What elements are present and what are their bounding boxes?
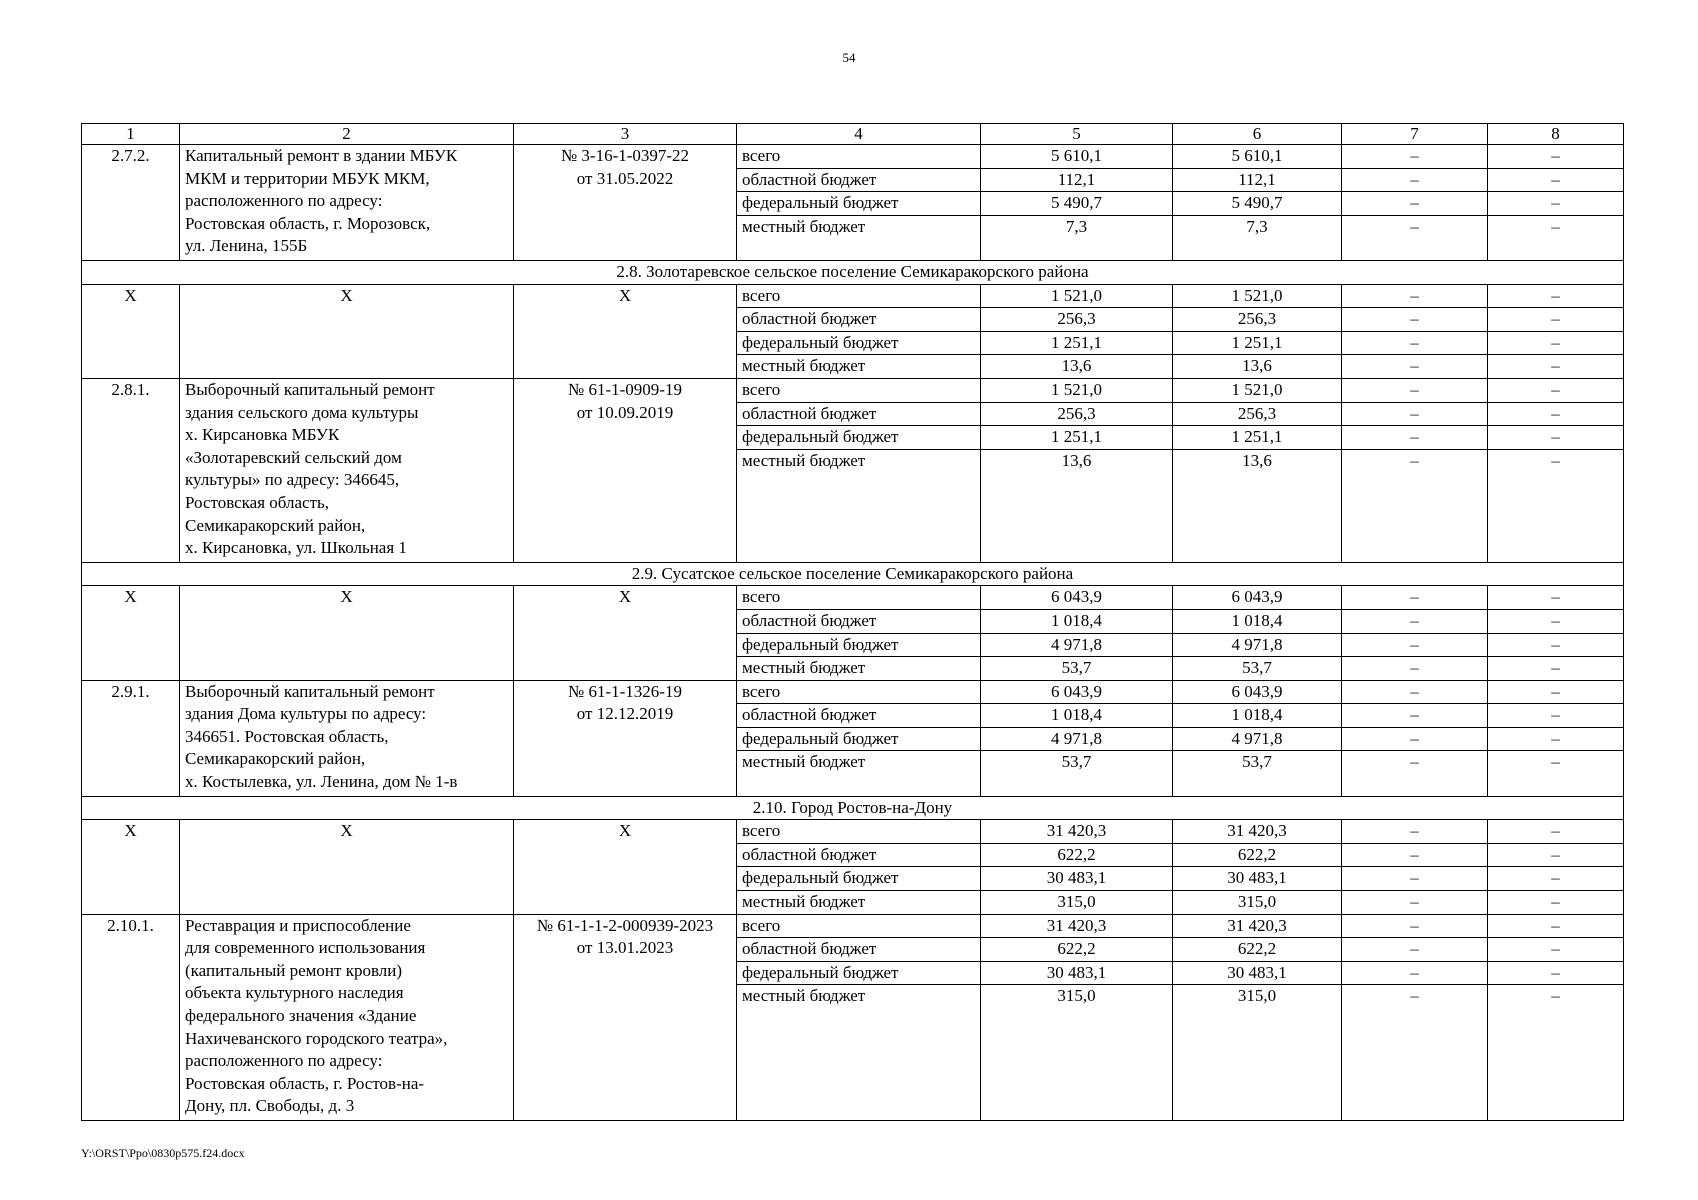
empty-dash: – <box>1488 355 1624 379</box>
section-row <box>82 796 1624 820</box>
empty-dash: – <box>1488 378 1624 402</box>
amount-col6: 5 490,7 <box>1173 192 1342 216</box>
empty-dash: – <box>1488 609 1624 633</box>
text-line: х. Кирсановка МБУК <box>185 425 340 445</box>
empty-dash: – <box>1488 751 1624 796</box>
text-line: х. Костылевка, ул. Ленина, дом № 1-в <box>185 772 458 792</box>
text-line: здания сельского дома культуры <box>185 402 419 422</box>
amount-col5: 1 018,4 <box>981 704 1173 728</box>
column-header: 4 <box>737 124 981 145</box>
column-header: 1 <box>82 124 180 145</box>
table-row <box>82 586 1624 610</box>
empty-dash: – <box>1342 145 1488 169</box>
funding-source-label: местный бюджет <box>737 355 981 379</box>
x-mark: X <box>82 586 180 680</box>
text-line: Капитальный ремонт в здании МБУК <box>185 146 458 165</box>
funding-source-label: всего <box>737 284 981 308</box>
funding-source-label: всего <box>737 680 981 704</box>
amount-col5: 5 490,7 <box>981 192 1173 216</box>
text-line: расположенного по адресу: <box>185 1051 383 1071</box>
section-title: 2.8. Золотаревское сельское поселение Семикаракорского района <box>82 260 1624 284</box>
amount-col6: 256,3 <box>1173 402 1342 426</box>
amount-col6: 4 971,8 <box>1173 727 1342 751</box>
amount-col6: 1 521,0 <box>1173 378 1342 402</box>
amount-col6: 5 610,1 <box>1173 145 1342 169</box>
document-number <box>514 680 737 796</box>
item-number: 2.7.2. <box>82 145 180 261</box>
empty-dash: – <box>1488 843 1624 867</box>
amount-col5: 6 043,9 <box>981 586 1173 610</box>
empty-dash: – <box>1488 891 1624 915</box>
text-line: 346651. Ростовская область, <box>185 726 389 746</box>
amount-col6: 1 018,4 <box>1173 609 1342 633</box>
text-line: Реставрация и приспособление <box>185 915 411 935</box>
amount-col5: 1 251,1 <box>981 426 1173 450</box>
amount-col6: 622,2 <box>1173 938 1342 962</box>
empty-dash: – <box>1342 751 1488 796</box>
funding-source-label: областной бюджет <box>737 704 981 728</box>
amount-col6: 7,3 <box>1173 215 1342 260</box>
text-line: х. Кирсановка, ул. Школьная 1 <box>185 538 407 558</box>
funding-source-label: областной бюджет <box>737 938 981 962</box>
empty-dash: – <box>1342 449 1488 562</box>
text-line: № 61-1-1326-19 <box>568 681 682 701</box>
amount-col6: 622,2 <box>1173 843 1342 867</box>
empty-dash: – <box>1488 192 1624 216</box>
section-row <box>82 562 1624 586</box>
amount-col5: 622,2 <box>981 938 1173 962</box>
document-number <box>514 914 737 1120</box>
amount-col5: 4 971,8 <box>981 727 1173 751</box>
amount-col5: 31 420,3 <box>981 820 1173 844</box>
amount-col6: 1 018,4 <box>1173 704 1342 728</box>
empty-dash: – <box>1488 867 1624 891</box>
x-mark: X <box>514 586 737 680</box>
x-mark: X <box>180 284 514 378</box>
text-line: Ростовская область, г. Ростов-на- <box>185 1073 425 1093</box>
column-header: 7 <box>1342 124 1488 145</box>
funding-source-label: местный бюджет <box>737 891 981 915</box>
text-line: от 13.01.2023 <box>576 938 674 958</box>
empty-dash: – <box>1342 331 1488 355</box>
section-row <box>82 260 1624 284</box>
empty-dash: – <box>1342 938 1488 962</box>
empty-dash: – <box>1342 633 1488 657</box>
empty-dash: – <box>1342 284 1488 308</box>
text-line: (капитальный ремонт кровли) <box>185 960 402 980</box>
funding-source-label: местный бюджет <box>737 657 981 681</box>
amount-col6: 6 043,9 <box>1173 586 1342 610</box>
empty-dash: – <box>1488 402 1624 426</box>
amount-col6: 1 251,1 <box>1173 331 1342 355</box>
text-line: Нахичеванского городского театра», <box>185 1028 448 1048</box>
funding-source-label: местный бюджет <box>737 215 981 260</box>
empty-dash: – <box>1488 586 1624 610</box>
funding-source-label: всего <box>737 145 981 169</box>
amount-col6: 53,7 <box>1173 751 1342 796</box>
funding-source-label: областной бюджет <box>737 609 981 633</box>
document-number <box>514 145 737 261</box>
amount-col6: 1 521,0 <box>1173 284 1342 308</box>
amount-col5: 5 610,1 <box>981 145 1173 169</box>
empty-dash: – <box>1342 867 1488 891</box>
text-line: Ростовская область, г. Морозовск, <box>185 213 431 233</box>
amount-col5: 13,6 <box>981 355 1173 379</box>
funding-source-label: всего <box>737 378 981 402</box>
funding-source-label: областной бюджет <box>737 843 981 867</box>
x-mark: X <box>514 820 737 914</box>
column-header: 5 <box>981 124 1173 145</box>
empty-dash: – <box>1488 657 1624 681</box>
amount-col5: 1 521,0 <box>981 284 1173 308</box>
section-title: 2.10. Город Ростов-на-Дону <box>82 796 1624 820</box>
amount-col5: 1 521,0 <box>981 378 1173 402</box>
empty-dash: – <box>1342 657 1488 681</box>
x-mark: X <box>180 820 514 914</box>
table-row <box>82 378 1624 402</box>
text-line: Ростовская область, <box>185 492 330 512</box>
text-line: № 3-16-1-0397-22 <box>560 146 690 165</box>
funding-source-label: всего <box>737 914 981 938</box>
funding-source-label: областной бюджет <box>737 168 981 192</box>
empty-dash: – <box>1488 168 1624 192</box>
text-line: от 31.05.2022 <box>576 168 674 188</box>
item-description <box>180 145 514 261</box>
funding-source-label: федеральный бюджет <box>737 727 981 751</box>
section-title: 2.9. Сусатское сельское поселение Семикаракорского района <box>82 562 1624 586</box>
empty-dash: – <box>1342 308 1488 332</box>
budget-table <box>81 123 1624 1121</box>
empty-dash: – <box>1488 215 1624 260</box>
amount-col5: 31 420,3 <box>981 914 1173 938</box>
amount-col5: 53,7 <box>981 751 1173 796</box>
amount-col5: 6 043,9 <box>981 680 1173 704</box>
empty-dash: – <box>1342 586 1488 610</box>
funding-source-label: областной бюджет <box>737 402 981 426</box>
empty-dash: – <box>1488 426 1624 450</box>
empty-dash: – <box>1342 704 1488 728</box>
x-mark: X <box>82 284 180 378</box>
amount-col6: 31 420,3 <box>1173 914 1342 938</box>
funding-source-label: федеральный бюджет <box>737 331 981 355</box>
column-header: 6 <box>1173 124 1342 145</box>
amount-col5: 7,3 <box>981 215 1173 260</box>
text-line: Семикаракорский район, <box>185 515 366 535</box>
empty-dash: – <box>1488 727 1624 751</box>
funding-source-label: местный бюджет <box>737 985 981 1121</box>
empty-dash: – <box>1488 145 1624 169</box>
amount-col6: 1 251,1 <box>1173 426 1342 450</box>
funding-source-label: федеральный бюджет <box>737 633 981 657</box>
funding-source-label: областной бюджет <box>737 308 981 332</box>
amount-col6: 112,1 <box>1173 168 1342 192</box>
amount-col5: 30 483,1 <box>981 867 1173 891</box>
empty-dash: – <box>1342 985 1488 1121</box>
empty-dash: – <box>1488 820 1624 844</box>
amount-col6: 315,0 <box>1173 891 1342 915</box>
amount-col6: 256,3 <box>1173 308 1342 332</box>
empty-dash: – <box>1488 284 1624 308</box>
text-line: МКМ и территории МБУК МКМ, <box>185 168 430 188</box>
item-description <box>180 680 514 796</box>
table-row <box>82 820 1624 844</box>
header-row <box>82 124 1624 145</box>
page-number: 54 <box>842 50 856 65</box>
amount-col5: 53,7 <box>981 657 1173 681</box>
text-line: ул. Ленина, 155Б <box>185 236 308 256</box>
empty-dash: – <box>1342 843 1488 867</box>
item-description <box>180 378 514 562</box>
empty-dash: – <box>1342 378 1488 402</box>
amount-col6: 4 971,8 <box>1173 633 1342 657</box>
column-header: 3 <box>514 124 737 145</box>
empty-dash: – <box>1342 609 1488 633</box>
empty-dash: – <box>1342 192 1488 216</box>
text-line: № 61-1-1-2-000939-2023 <box>536 915 714 935</box>
text-line: культуры» по адресу: 346645, <box>185 470 400 490</box>
amount-col5: 256,3 <box>981 402 1173 426</box>
funding-source-label: всего <box>737 586 981 610</box>
funding-source-label: местный бюджет <box>737 449 981 562</box>
amount-col6: 31 420,3 <box>1173 820 1342 844</box>
item-number: 2.9.1. <box>82 680 180 796</box>
amount-col5: 315,0 <box>981 985 1173 1121</box>
table-row <box>82 284 1624 308</box>
x-mark: X <box>180 586 514 680</box>
table-row <box>82 145 1624 169</box>
amount-col6: 315,0 <box>1173 985 1342 1121</box>
empty-dash: – <box>1342 727 1488 751</box>
text-line: Выборочный капитальный ремонт <box>185 681 435 701</box>
text-line: № 61-1-0909-19 <box>568 379 682 399</box>
amount-col5: 315,0 <box>981 891 1173 915</box>
text-line: «Золотаревский сельский дом <box>185 447 402 467</box>
amount-col6: 30 483,1 <box>1173 867 1342 891</box>
empty-dash: – <box>1342 820 1488 844</box>
document-number <box>514 378 737 562</box>
empty-dash: – <box>1488 985 1624 1121</box>
empty-dash: – <box>1342 355 1488 379</box>
amount-col5: 30 483,1 <box>981 961 1173 985</box>
amount-col6: 13,6 <box>1173 355 1342 379</box>
column-header: 2 <box>180 124 514 145</box>
text-line: расположенного по адресу: <box>185 191 383 211</box>
amount-col6: 53,7 <box>1173 657 1342 681</box>
empty-dash: – <box>1342 961 1488 985</box>
amount-col5: 256,3 <box>981 308 1173 332</box>
empty-dash: – <box>1488 704 1624 728</box>
amount-col5: 112,1 <box>981 168 1173 192</box>
amount-col5: 622,2 <box>981 843 1173 867</box>
amount-col6: 6 043,9 <box>1173 680 1342 704</box>
amount-col6: 30 483,1 <box>1173 961 1342 985</box>
empty-dash: – <box>1342 426 1488 450</box>
amount-col5: 4 971,8 <box>981 633 1173 657</box>
empty-dash: – <box>1488 331 1624 355</box>
funding-source-label: всего <box>737 820 981 844</box>
empty-dash: – <box>1488 961 1624 985</box>
amount-col5: 1 251,1 <box>981 331 1173 355</box>
funding-source-label: федеральный бюджет <box>737 961 981 985</box>
text-line: от 12.12.2019 <box>576 704 674 724</box>
funding-source-label: федеральный бюджет <box>737 867 981 891</box>
empty-dash: – <box>1488 914 1624 938</box>
table-row <box>82 914 1624 938</box>
text-line: Выборочный капитальный ремонт <box>185 379 435 399</box>
item-number: 2.10.1. <box>82 914 180 1120</box>
text-line: объекта культурного наследия <box>185 983 404 1003</box>
amount-col6: 13,6 <box>1173 449 1342 562</box>
text-line: Семикаракорский район, <box>185 749 366 769</box>
empty-dash: – <box>1342 168 1488 192</box>
amount-col5: 1 018,4 <box>981 609 1173 633</box>
empty-dash: – <box>1488 680 1624 704</box>
empty-dash: – <box>1342 215 1488 260</box>
empty-dash: – <box>1342 402 1488 426</box>
empty-dash: – <box>1488 633 1624 657</box>
text-line: здания Дома культуры по адресу: <box>185 704 427 724</box>
empty-dash: – <box>1488 308 1624 332</box>
empty-dash: – <box>1488 938 1624 962</box>
text-line: для современного использования <box>185 938 426 958</box>
column-header: 8 <box>1488 124 1624 145</box>
x-mark: X <box>514 284 737 378</box>
x-mark: X <box>82 820 180 914</box>
table-row <box>82 680 1624 704</box>
text-line: Дону, пл. Свободы, д. 3 <box>185 1096 355 1116</box>
footer-file-path: Y:\ORST\Ppo\0830p575.f24.docx <box>81 1146 245 1160</box>
funding-source-label: федеральный бюджет <box>737 426 981 450</box>
empty-dash: – <box>1342 891 1488 915</box>
amount-col5: 13,6 <box>981 449 1173 562</box>
funding-source-label: федеральный бюджет <box>737 192 981 216</box>
item-number: 2.8.1. <box>82 378 180 562</box>
text-line: от 10.09.2019 <box>576 402 674 422</box>
empty-dash: – <box>1342 680 1488 704</box>
item-description <box>180 914 514 1120</box>
funding-source-label: местный бюджет <box>737 751 981 796</box>
empty-dash: – <box>1488 449 1624 562</box>
text-line: федерального значения «Здание <box>185 1006 417 1025</box>
empty-dash: – <box>1342 914 1488 938</box>
